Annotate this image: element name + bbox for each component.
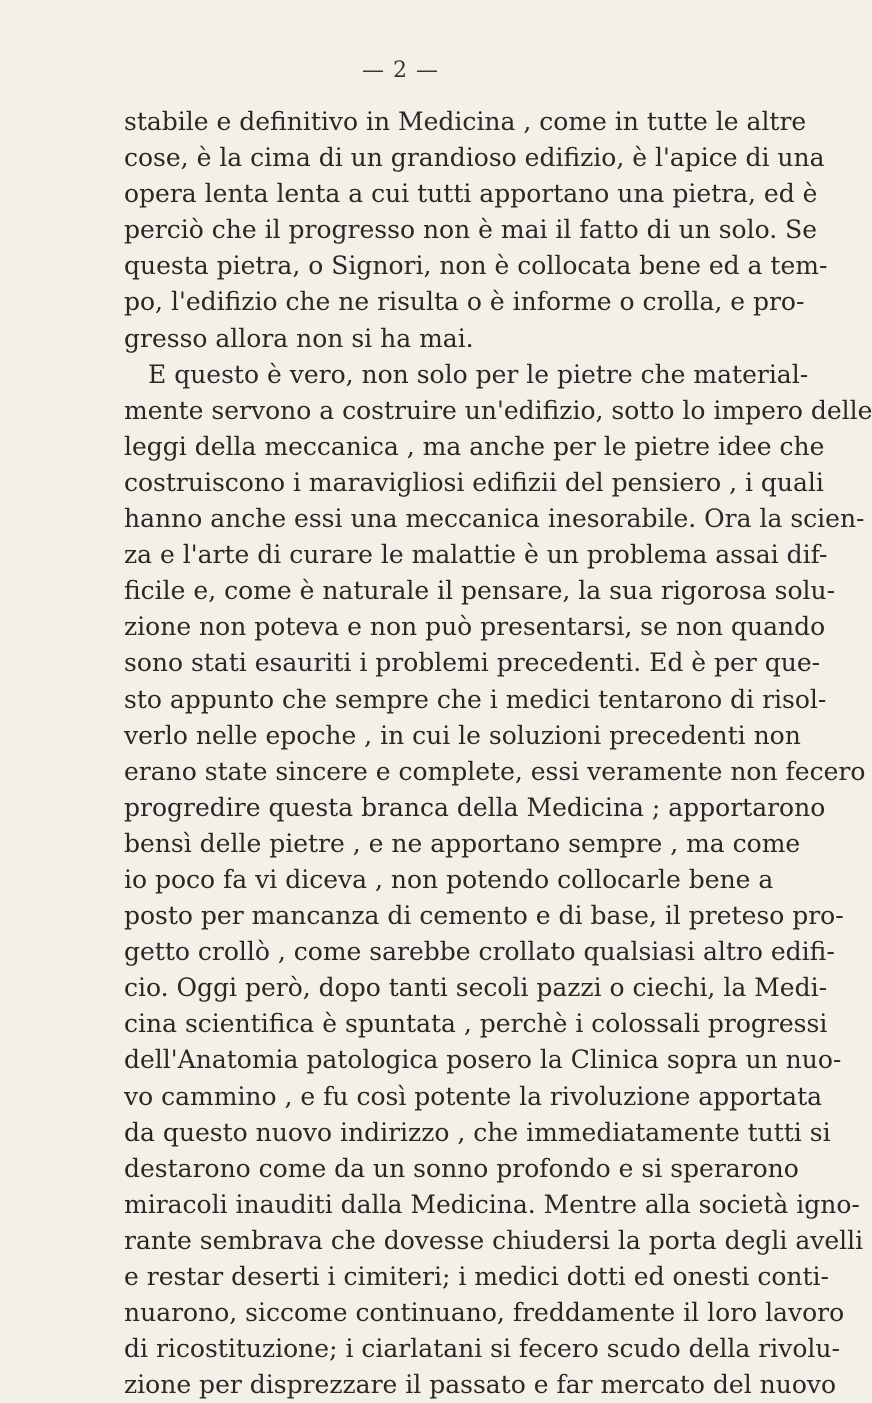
text-line: posto per mancanza di cemento e di base, il preteso pro- [124, 901, 844, 931]
text-line: stabile e definitivo in Medicina , come in tutte le altre [124, 107, 807, 136]
text-line: zione non poteva e non può presentarsi, se non quando [124, 612, 826, 642]
text-line: destarono come da un sonno profondo e si sperarono [124, 1153, 799, 1183]
page-number: — 2 — [362, 58, 439, 83]
text-line: miracoli inauditi dalla Medicina. Mentre alla società igno- [124, 1189, 860, 1219]
body-text [124, 104, 872, 1403]
text-line: bensì delle pietre , e ne apportano sempre , ma come [124, 828, 801, 858]
text-line: hanno anche essi una meccanica inesorabile. Ora la scien- [124, 504, 865, 534]
text-line: gresso allora non si ha mai. [124, 323, 474, 353]
text-line: rante sembrava che dovesse chiudersi la porta degli avelli [124, 1225, 864, 1255]
text-line: cio. Oggi però, dopo tanti secoli pazzi o ciechi, la Medi- [124, 973, 828, 1003]
text-line: sono stati esauriti i problemi precedenti. Ed è per que- [124, 648, 821, 678]
text-line: cose, è la cima di un grandioso edifizio, è l'apice di una [124, 143, 825, 173]
text-line: ficile e, come è naturale il pensare, la sua rigorosa solu- [124, 576, 836, 606]
text-line: opera lenta lenta a cui tutti apportano una pietra, ed è [124, 179, 818, 209]
text-line: nuarono, siccome continuano, freddamente il loro lavoro [124, 1298, 845, 1328]
paragraph-start-line: E questo è vero, non solo per le pietre che material- [148, 359, 809, 389]
text-line: za e l'arte di curare le malattie è un problema assai dif- [124, 540, 828, 570]
text-line: cina scientifica è spuntata , perchè i colossali progressi [124, 1009, 828, 1039]
text-line: costruiscono i maravigliosi edifizii del pensiero , i quali [124, 467, 824, 497]
text-line: da questo nuovo indirizzo , che immediatamente tutti si [124, 1117, 831, 1147]
text-line: zione per disprezzare il passato e far mercato del nuovo [124, 1370, 837, 1400]
text-line: dell'Anatomia patologica posero la Clinica sopra un nuo- [124, 1045, 842, 1075]
text-line: getto crollò , come sarebbe crollato qualsiasi altro edifi- [124, 937, 835, 967]
text-line: vo cammino , e fu così potente la rivoluzione apportata [124, 1081, 823, 1111]
text-line: po, l'edifizio che ne risulta o è informe o crolla, e pro- [124, 287, 805, 317]
text-line: erano state sincere e complete, essi veramente non fecero [124, 756, 866, 786]
text-line: di ricostituzione; i ciarlatani si fecero scudo della rivolu- [124, 1334, 840, 1364]
text-line: verlo nelle epoche , in cui le soluzioni precedenti non [124, 720, 801, 750]
text-line: mente servono a costruire un'edifizio, sotto lo impero delle [124, 395, 872, 425]
text-line: io poco fa vi diceva , non potendo collocarle bene a [124, 864, 774, 894]
text-line: perciò che il progresso non è mai il fatto di un solo. Se [124, 215, 818, 245]
text-line: leggi della meccanica , ma anche per le pietre idee che [124, 431, 825, 461]
text-line: progredire questa branca della Medicina ; apportarono [124, 792, 826, 822]
text-line: questa pietra, o Signori, non è collocata bene ed a tem- [124, 251, 828, 281]
text-line: e restar deserti i cimiteri; i medici dotti ed onesti conti- [124, 1262, 829, 1291]
text-line: sto appunto che sempre che i medici tentarono di risol- [124, 684, 827, 714]
